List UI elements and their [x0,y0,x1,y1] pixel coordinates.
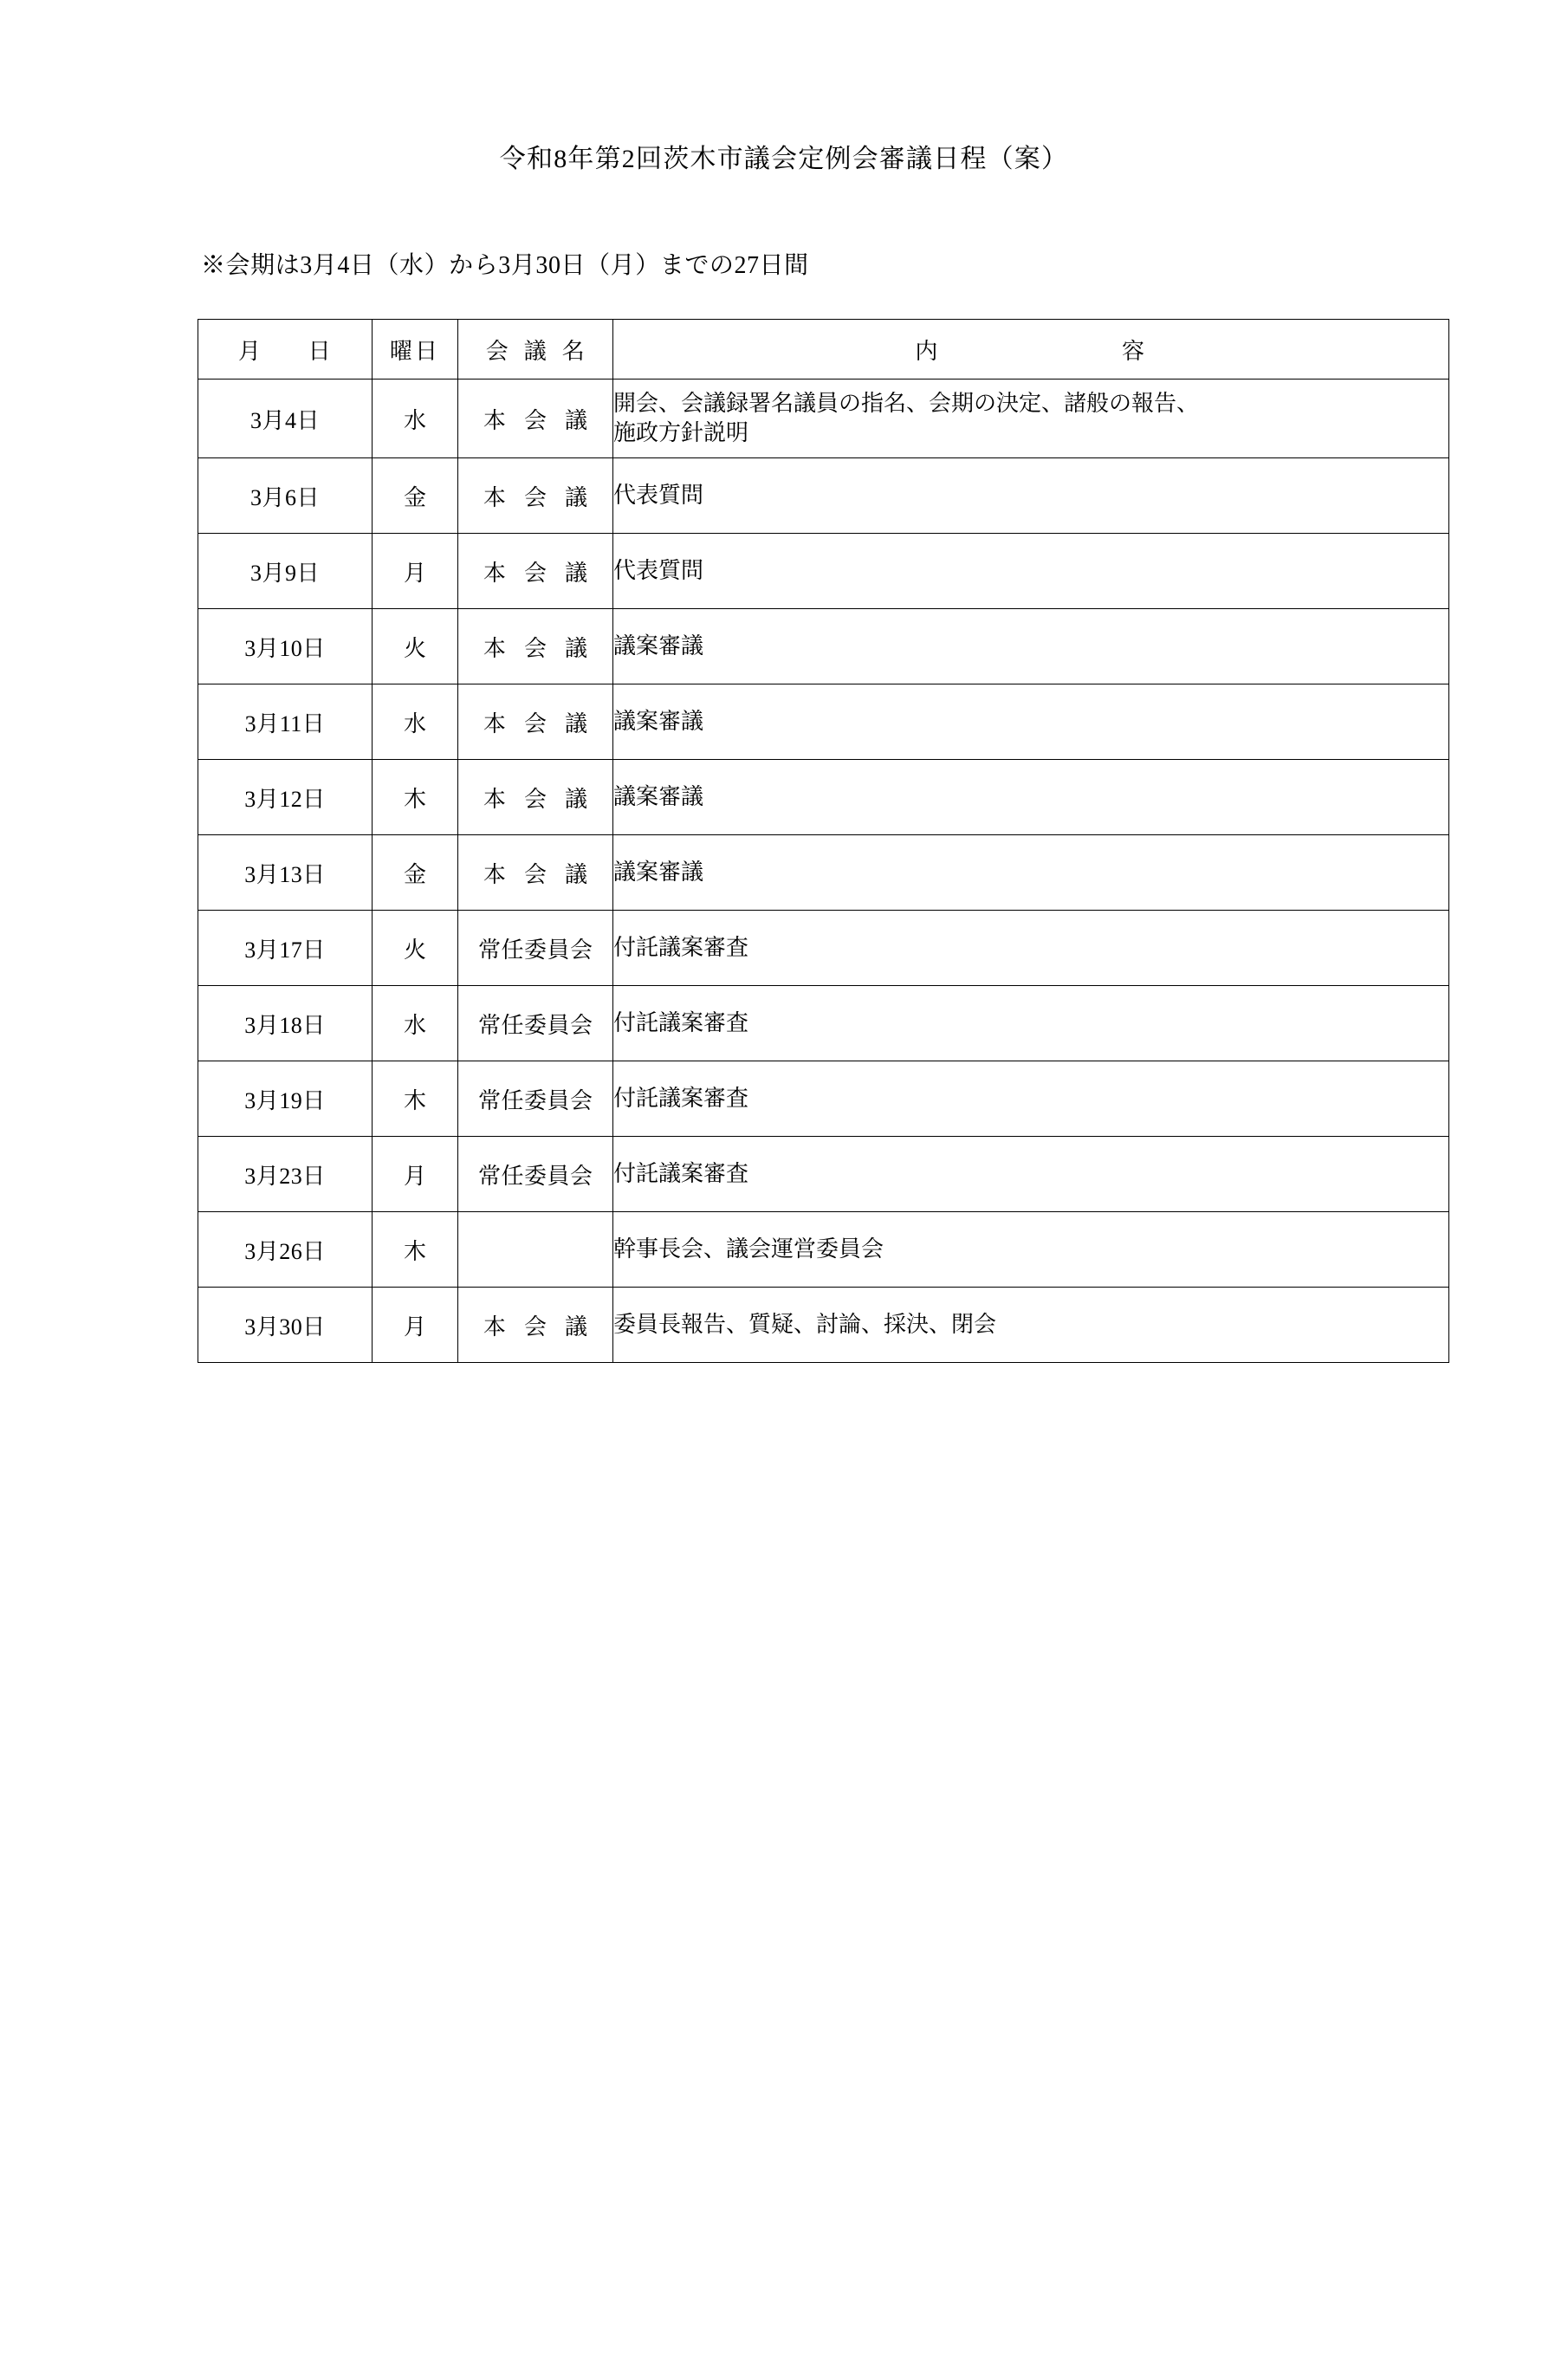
cell-day: 木 [373,1061,458,1137]
cell-date: 3月26日 [198,1212,373,1288]
cell-content: 議案審議 [613,760,1449,835]
column-header-content-part2: 容 [1122,338,1147,364]
cell-meeting: 常任委員会 [458,1137,613,1212]
column-header-content-part1: 内 [915,338,940,364]
table-row [198,609,1449,684]
cell-meeting: 本 会 議 [458,760,613,835]
cell-date: 3月17日 [198,911,373,986]
schedule-table-container [198,319,1449,1363]
table-row [198,1288,1449,1363]
cell-content: 開会、会議録署名議員の指名、会期の決定、諸般の報告、 施政方針説明 [613,380,1449,458]
page-title: 令和8年第2回茨木市議会定例会審議日程（案） [499,145,1069,173]
column-header-content [613,320,1449,380]
cell-date: 3月6日 [198,458,373,534]
cell-meeting [458,1212,613,1288]
cell-meeting: 本 会 議 [458,1288,613,1363]
cell-content: 付託議案審査 [613,1137,1449,1212]
column-header-meeting: 会 議 名 [458,320,613,380]
cell-content: 付託議案審査 [613,1061,1449,1137]
table-header [198,320,1449,380]
cell-meeting: 常任委員会 [458,911,613,986]
cell-day: 金 [373,835,458,911]
cell-date: 3月4日 [198,380,373,458]
cell-meeting: 本 会 議 [458,380,613,458]
cell-content: 付託議案審査 [613,986,1449,1061]
cell-day: 月 [373,1137,458,1212]
cell-day: 木 [373,760,458,835]
cell-content: 幹事長会、議会運営委員会 [613,1212,1449,1288]
cell-content: 議案審議 [613,609,1449,684]
table-row [198,911,1449,986]
cell-content: 議案審議 [613,835,1449,911]
cell-date: 3月9日 [198,534,373,609]
table-row [198,380,1449,458]
cell-day: 月 [373,1288,458,1363]
cell-day: 水 [373,684,458,760]
table-row [198,534,1449,609]
cell-meeting: 常任委員会 [458,1061,613,1137]
cell-content: 委員長報告、質疑、討論、採決、閉会 [613,1288,1449,1363]
table-header-row [198,320,1449,380]
column-header-date: 月 日 [198,320,373,380]
cell-day: 水 [373,380,458,458]
table-row [198,835,1449,911]
table-row [198,458,1449,534]
document-page [0,137,1568,2355]
table-row [198,684,1449,760]
cell-content: 代表質問 [613,534,1449,609]
cell-meeting: 本 会 議 [458,835,613,911]
cell-date: 3月19日 [198,1061,373,1137]
table-row [198,760,1449,835]
cell-date: 3月13日 [198,835,373,911]
cell-date: 3月18日 [198,986,373,1061]
cell-date: 3月10日 [198,609,373,684]
cell-date: 3月11日 [198,684,373,760]
cell-day: 木 [373,1212,458,1288]
table-row [198,1061,1449,1137]
cell-day: 火 [373,609,458,684]
cell-content: 議案審議 [613,684,1449,760]
session-period-note: ※会期は3月4日（水）から3月30日（月）までの27日間 [201,252,809,279]
cell-content: 付託議案審査 [613,911,1449,986]
cell-meeting: 常任委員会 [458,986,613,1061]
cell-meeting: 本 会 議 [458,609,613,684]
table-row [198,1137,1449,1212]
cell-meeting: 本 会 議 [458,684,613,760]
cell-meeting: 本 会 議 [458,458,613,534]
cell-date: 3月30日 [198,1288,373,1363]
cell-content: 代表質問 [613,458,1449,534]
table-row [198,986,1449,1061]
cell-day: 火 [373,911,458,986]
cell-day: 月 [373,534,458,609]
table-row [198,1212,1449,1288]
cell-date: 3月12日 [198,760,373,835]
column-header-day: 曜日 [373,320,458,380]
cell-day: 水 [373,986,458,1061]
cell-day: 金 [373,458,458,534]
schedule-table [198,319,1449,1363]
cell-meeting: 本 会 議 [458,534,613,609]
cell-date: 3月23日 [198,1137,373,1212]
table-body [198,380,1449,1363]
